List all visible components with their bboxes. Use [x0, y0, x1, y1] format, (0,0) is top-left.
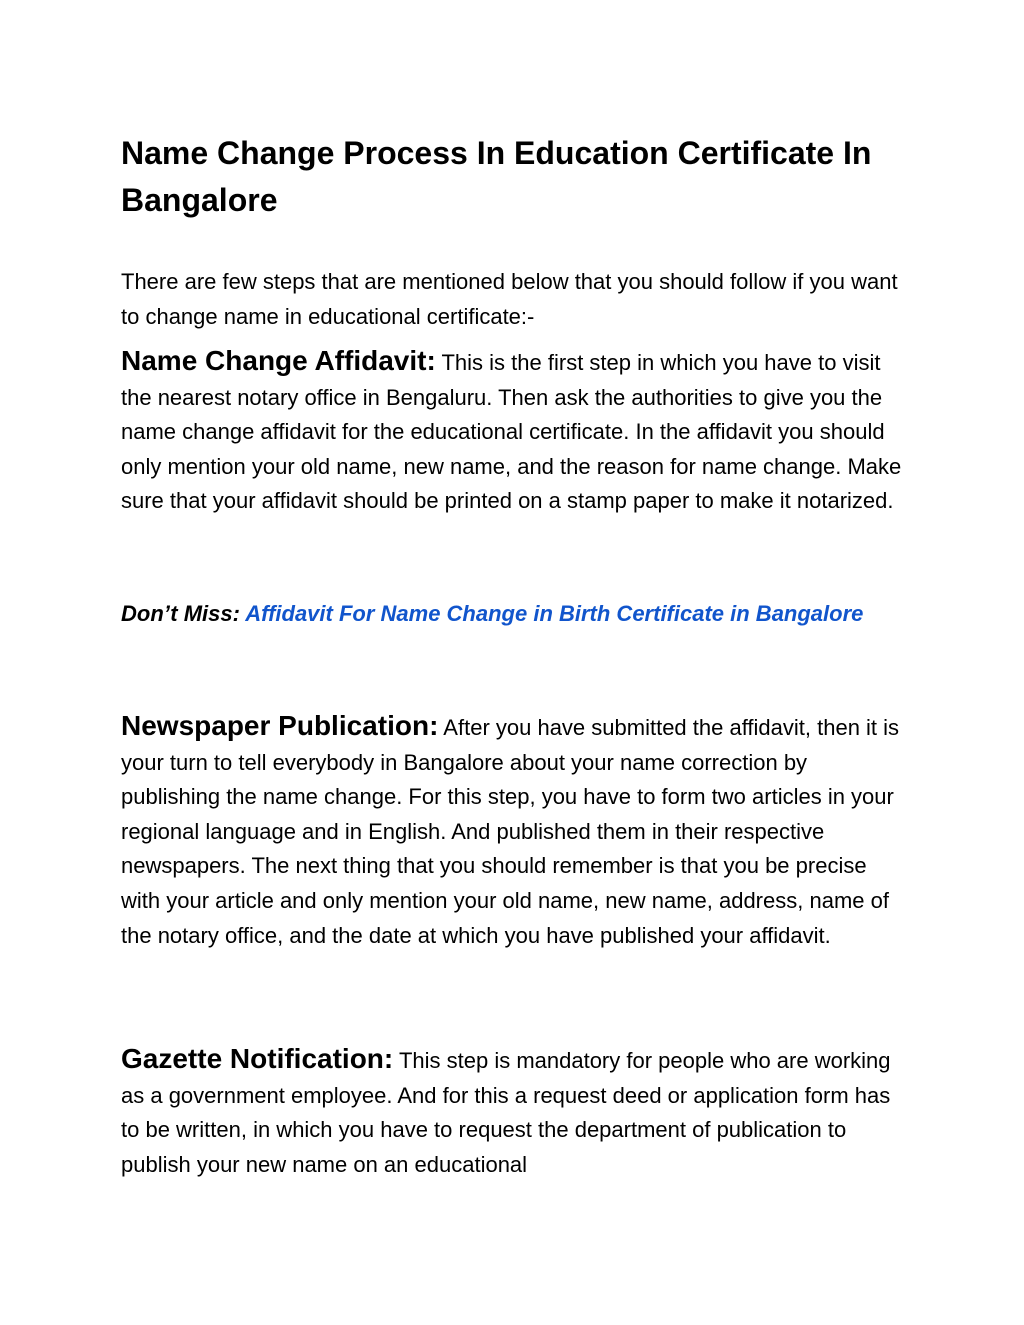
- step-gazette-notification: [121, 1042, 911, 1182]
- dont-miss-link[interactable]: Affidavit For Name Change in Birth Certificate in Bangalore: [245, 601, 864, 626]
- step-heading: Newspaper Publication:: [121, 710, 439, 741]
- step-body: This step is mandatory for people who are working as a government employee. And for this a request deed or application form has to be written, in which you have to request the department of publication to publish your new name on an educational: [121, 1048, 891, 1177]
- step-heading: Gazette Notification:: [121, 1043, 394, 1074]
- step-newspaper-publication: [121, 709, 911, 953]
- dont-miss-callout: [121, 597, 911, 631]
- step-name-change-affidavit: [121, 344, 911, 519]
- document-title: Name Change Process In Education Certificate In Bangalore: [121, 135, 872, 218]
- step-heading: Name Change Affidavit:: [121, 345, 436, 376]
- intro-paragraph: There are few steps that are mentioned below that you should follow if you want to change name in educational certificate:-: [121, 269, 898, 329]
- dont-miss-label: Don’t Miss:: [121, 601, 246, 626]
- step-body: This is the first step in which you have to visit the nearest notary office in Bengaluru. Then ask the authorities to give you the name change affidavit for the educational certificate. In the affidavit you should only mention your old name, new name, and the reason for name change. Make sure that your affidavit should be printed on a stamp paper to make it notarized.: [121, 350, 902, 514]
- step-body: After you have submitted the affidavit, then it is your turn to tell everybody in Bangalore about your name correction by publishing the name change. For this step, you have to form two articles in your regional language and in English. And published them in their respective newspapers. The next thing that you should remember is that you be precise with your article and only mention your old name, new name, address, name of the notary office, and the date at which you have published your affidavit.: [121, 715, 900, 948]
